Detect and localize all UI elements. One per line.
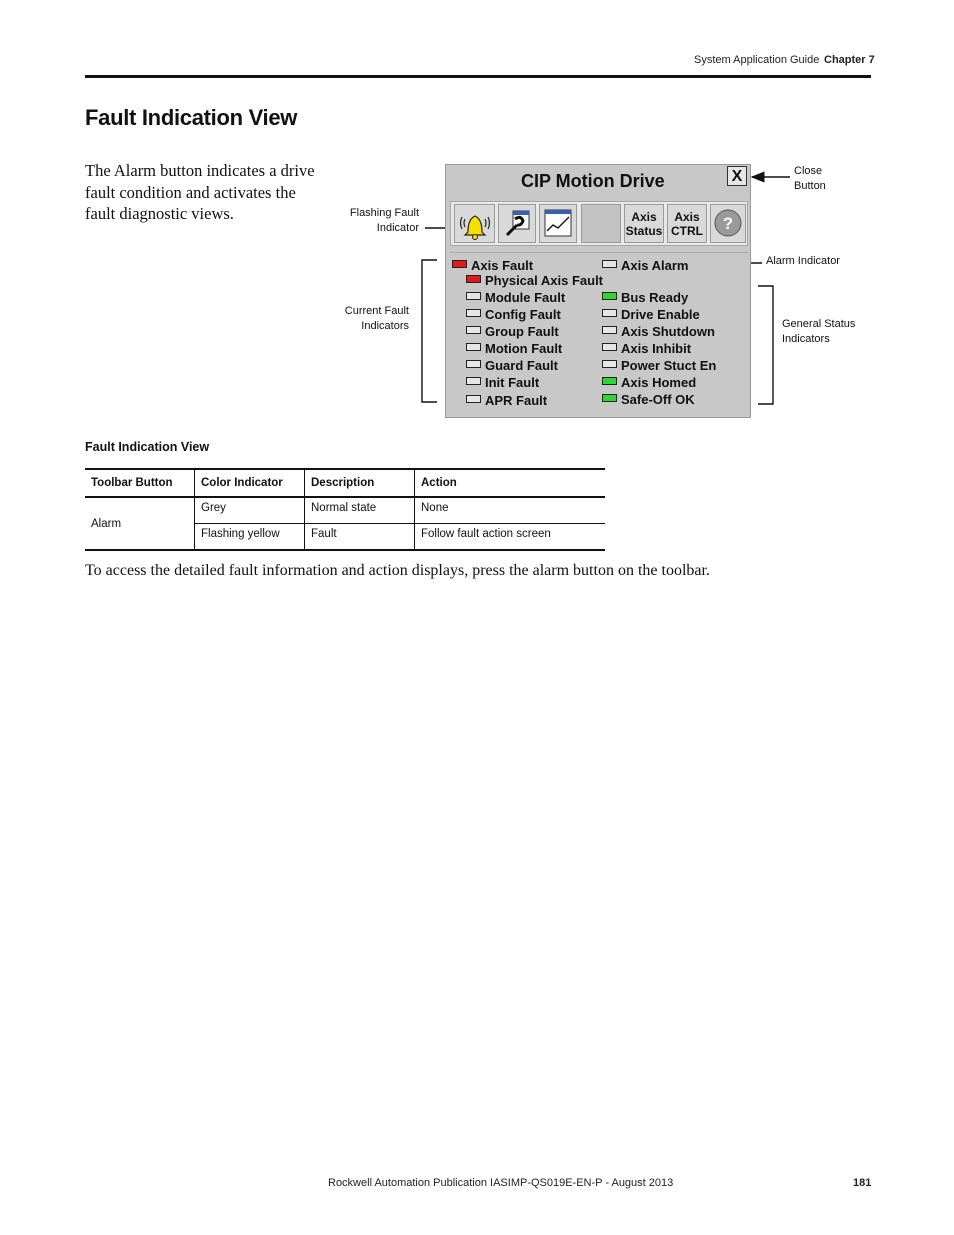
led-red xyxy=(452,260,467,268)
table-cell: Follow fault action screen xyxy=(415,524,606,551)
led-off xyxy=(466,309,481,317)
help-icon xyxy=(711,205,745,242)
intro-paragraph: The Alarm button indicates a drive fault condition and activates the fault diagnostic views. xyxy=(85,161,315,223)
wrench-icon xyxy=(499,205,535,242)
led-green xyxy=(602,377,617,385)
callout-flashing-fault: Flashing Fault Indicator xyxy=(349,207,419,234)
led-off xyxy=(602,343,617,351)
trend-button[interactable] xyxy=(539,204,577,243)
table-cell: Normal state xyxy=(305,497,415,524)
table-cell: Grey xyxy=(195,497,305,524)
table-cell-button: Alarm xyxy=(85,497,195,550)
indicator-area xyxy=(450,252,748,415)
led-off xyxy=(602,326,617,334)
svg-text:?: ? xyxy=(722,214,734,233)
alarm-bell-icon xyxy=(455,205,494,242)
led-green xyxy=(602,292,617,300)
led-off xyxy=(466,360,481,368)
alarm-button[interactable] xyxy=(454,204,495,243)
indicator-axis-homed: Axis Homed xyxy=(602,375,696,390)
axis-ctrl-button[interactable]: Axis CTRL xyxy=(667,204,707,243)
table-header: Action xyxy=(415,469,606,497)
cip-motion-drive-panel xyxy=(445,164,751,418)
callout-close-button: Close Button xyxy=(794,165,826,192)
running-header: System Application Guide xyxy=(694,54,820,66)
config-button[interactable] xyxy=(498,204,536,243)
callout-alarm-indicator: Alarm Indicator xyxy=(766,255,840,267)
section-title: Fault Indication View xyxy=(85,105,298,130)
panel-title: CIP Motion Drive xyxy=(521,171,665,191)
indicator-guard-fault: Guard Fault xyxy=(466,358,558,373)
general-status-bracket xyxy=(758,286,773,404)
fault-indication-table xyxy=(85,468,605,551)
axis-status-button[interactable]: Axis Status xyxy=(624,204,664,243)
indicator-motion-fault: Motion Fault xyxy=(466,341,562,356)
table-cell: Fault xyxy=(305,524,415,551)
indicator-drive-enable: Drive Enable xyxy=(602,307,700,322)
indicator-safe-off-ok: Safe-Off OK xyxy=(602,392,695,407)
current-fault-bracket xyxy=(422,260,437,402)
footer-publication: Rockwell Automation Publication IASIMP-QS019E-EN-P - August 2013 xyxy=(328,1177,674,1189)
table-header-row xyxy=(85,469,605,497)
table-row xyxy=(85,497,605,524)
help-button[interactable] xyxy=(710,204,746,243)
table-caption: Fault Indication View xyxy=(85,440,210,454)
table-header: Description xyxy=(305,469,415,497)
table-cell: None xyxy=(415,497,606,524)
led-off xyxy=(466,292,481,300)
close-button[interactable]: X xyxy=(727,166,747,186)
page-number: 181 xyxy=(853,1177,872,1189)
callout-general-status: General Status Indicators xyxy=(782,318,856,345)
table-header: Toolbar Button xyxy=(85,469,195,497)
indicator-axis-shutdown: Axis Shutdown xyxy=(602,324,715,339)
panel-toolbar xyxy=(450,201,748,246)
indicator-axis-inhibit: Axis Inhibit xyxy=(602,341,691,356)
indicator-axis-fault: Axis Fault xyxy=(452,258,533,273)
trend-chart-icon xyxy=(540,205,576,242)
indicator-module-fault: Module Fault xyxy=(466,290,565,305)
led-off xyxy=(466,343,481,351)
body-paragraph: To access the detailed fault information and action displays, press the alarm button on the toolbar. xyxy=(85,562,710,579)
blank-button xyxy=(581,204,621,243)
led-off xyxy=(602,360,617,368)
indicator-physical-axis-fault: Physical Axis Fault xyxy=(466,273,603,288)
indicator-group-fault: Group Fault xyxy=(466,324,559,339)
led-off xyxy=(466,395,481,403)
led-off xyxy=(602,260,617,268)
indicator-axis-alarm: Axis Alarm xyxy=(602,258,688,273)
callout-current-fault: Current Fault Indicators xyxy=(344,305,409,332)
led-green xyxy=(602,394,617,402)
led-off xyxy=(466,326,481,334)
chapter-label: Chapter 7 xyxy=(824,54,875,66)
led-off xyxy=(602,309,617,317)
indicator-bus-ready: Bus Ready xyxy=(602,290,688,305)
table-header: Color Indicator xyxy=(195,469,305,497)
table-cell: Flashing yellow xyxy=(195,524,305,551)
indicator-apr-fault: APR Fault xyxy=(466,393,547,408)
indicator-config-fault: Config Fault xyxy=(466,307,561,322)
led-off xyxy=(466,377,481,385)
indicator-power-stuct-en: Power Stuct En xyxy=(602,358,716,373)
led-red xyxy=(466,275,481,283)
indicator-init-fault: Init Fault xyxy=(466,375,539,390)
